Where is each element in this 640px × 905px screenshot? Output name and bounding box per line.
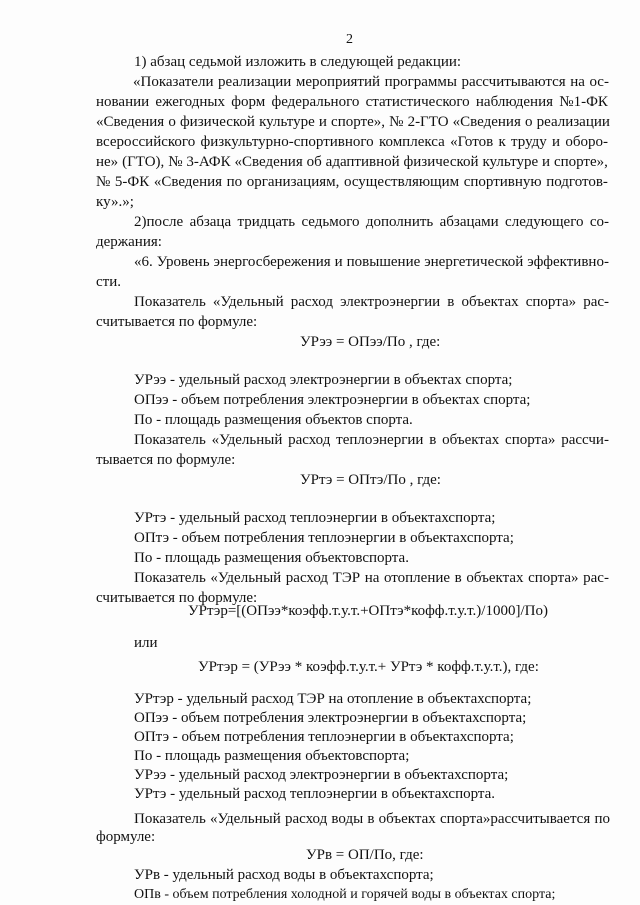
- word: спорта»: [525, 294, 577, 310]
- word: «Сведения: [452, 114, 521, 130]
- formula: УРээ = ОПээ/По , где:: [300, 334, 441, 350]
- word: в: [454, 570, 462, 586]
- word: спорта»: [528, 570, 579, 586]
- word: мероприятий: [295, 74, 381, 90]
- word: №1-ФК: [559, 94, 608, 110]
- word: «6.: [134, 254, 153, 270]
- definition-line: ОПв - объем потребления холодной и горячей воды в объектах спорта;: [134, 887, 556, 902]
- word: по: [594, 811, 610, 827]
- word: на: [570, 74, 585, 90]
- word: рассчи-: [561, 432, 609, 448]
- word: адаптивной: [325, 154, 400, 170]
- definition-line: УРтэ - удельный расход теплоэнергии в объектахспорта.: [134, 786, 496, 802]
- word: абзацами: [439, 214, 499, 230]
- word: физкультурно-спортивного: [200, 134, 374, 150]
- word: физической: [403, 154, 479, 170]
- word: и: [334, 254, 343, 270]
- word: №: [96, 174, 111, 190]
- paragraph-line: [133, 73, 609, 91]
- word: реализации: [536, 114, 610, 130]
- word: эффективно-: [527, 254, 609, 270]
- word: спортивную: [463, 174, 542, 190]
- word: со-: [589, 214, 609, 230]
- definition-line: ОПтэ - объем потребления теплоэнергии в объектахспорта;: [134, 530, 514, 546]
- paragraph-line: держания:: [96, 234, 162, 250]
- word: расход: [284, 811, 328, 827]
- word: следующего: [505, 214, 584, 230]
- word: и: [552, 134, 561, 150]
- paragraph-line: [96, 173, 608, 191]
- word: в: [447, 294, 455, 310]
- word: абзаца: [189, 214, 232, 230]
- word: 5-ФК: [114, 174, 150, 190]
- word: «Готов: [450, 134, 494, 150]
- word: объектах: [466, 570, 524, 586]
- word: объектах: [461, 294, 519, 310]
- definition-line: УРтэр - удельный расход ТЭР на отопление в объектахспорта;: [134, 691, 532, 707]
- word: рас-: [583, 570, 609, 586]
- word: тридцать: [237, 214, 296, 230]
- word: в: [429, 432, 437, 448]
- paragraph-line: ку».»;: [96, 194, 134, 210]
- word: «Сведения: [153, 174, 223, 190]
- word: 2-ГТО: [407, 114, 449, 130]
- word: расход: [290, 294, 333, 310]
- word: физической: [179, 114, 255, 130]
- definition-line: ОПээ - объем потребления электроэнергии в объектахспорта;: [134, 710, 527, 726]
- word: Показатель: [134, 294, 206, 310]
- word: Показатель: [134, 570, 206, 586]
- word: дополнить: [365, 214, 434, 230]
- word: «Показатели: [133, 74, 214, 90]
- paragraph-line: сти.: [96, 274, 121, 290]
- word: о: [168, 114, 176, 130]
- word: культуре: [259, 114, 315, 130]
- word: не»: [96, 154, 119, 170]
- word: всероссийского: [96, 134, 196, 150]
- word: ос-: [589, 74, 609, 90]
- definition-line: По - площадь размещения объектов спорта.: [134, 412, 413, 428]
- word: «Удельный: [212, 294, 284, 310]
- word: в: [367, 811, 375, 827]
- formula: УРтэ = ОПтэ/По , где:: [300, 472, 441, 488]
- word: Уровень: [156, 254, 210, 270]
- word: Показатель: [134, 432, 206, 448]
- paragraph-line: [134, 253, 609, 271]
- paragraph-line: [96, 93, 608, 111]
- word: воды: [331, 811, 364, 827]
- word: спорте»,: [331, 114, 385, 130]
- word: об: [306, 154, 322, 170]
- word: осуществляющим: [343, 174, 460, 190]
- word: Показатель: [134, 811, 206, 827]
- word: энергосбережения: [213, 254, 331, 270]
- paragraph-line: [134, 810, 610, 828]
- paragraph-line: [134, 213, 609, 231]
- paragraph-line: тывается по формуле:: [96, 452, 236, 468]
- word: организациям,: [246, 174, 340, 190]
- word: подготов-: [546, 174, 608, 190]
- paragraph-line: [96, 153, 608, 171]
- word: реализации: [218, 74, 292, 90]
- paragraph-line: формуле:: [96, 829, 156, 845]
- word: о: [524, 114, 533, 130]
- paragraph-line: [134, 293, 609, 311]
- paragraph-line: считывается по формуле:: [96, 314, 258, 330]
- word: по: [226, 174, 243, 190]
- definition-line: ОПээ - объем потребления электроэнергии в объектах спорта;: [134, 392, 531, 408]
- paragraph-line: [134, 569, 609, 587]
- formula: УРтэр = (УРээ * коэфф.т.у.т.+ УРтэ * кофф.т.у.т.), где:: [198, 659, 539, 675]
- word: новании: [96, 94, 150, 110]
- word: спорта»рассчитывается: [439, 811, 591, 827]
- word: оборо-: [565, 134, 608, 150]
- word: и: [542, 154, 551, 170]
- paragraph-line: [134, 431, 609, 449]
- paragraph-line: [96, 113, 610, 131]
- definition-line: По - площадь размещения объектовспорта;: [134, 748, 410, 764]
- definition-line: ОПтэ - объем потребления теплоэнергии в объектахспорта;: [134, 729, 514, 745]
- formula: УРв = ОП/По, где:: [306, 847, 424, 863]
- word: теплоэнергии: [336, 432, 424, 448]
- word: «Сведения: [234, 154, 303, 170]
- word: спорте»,: [553, 154, 608, 170]
- word: программы: [384, 74, 457, 90]
- definition-line: По - площадь размещения объектовспорта.: [134, 550, 409, 566]
- word: федерального: [271, 94, 360, 110]
- word: объектах: [378, 811, 436, 827]
- definition-line: УРтэ - удельный расход теплоэнергии в объектахспорта;: [134, 510, 496, 526]
- word: труду: [511, 134, 547, 150]
- word: культуре: [482, 154, 539, 170]
- word: к: [498, 134, 506, 150]
- definition-line: УРээ - удельный расход электроэнергии в объектахспорта;: [134, 767, 509, 783]
- formula: УРтэр=[(ОПээ*коэфф.т.у.т.+ОПтэ*кофф.т.у.т.)/1000]/По): [188, 603, 548, 619]
- paragraph-line: [96, 133, 608, 151]
- word: расход: [288, 432, 331, 448]
- word: 3-АФК: [186, 154, 231, 170]
- word: комплекса: [378, 134, 445, 150]
- word: 2)после: [134, 214, 184, 230]
- page-number: 2: [346, 32, 353, 47]
- formula-connector: или: [134, 635, 158, 651]
- word: повышение: [346, 254, 421, 270]
- word: электроэнергии: [340, 294, 441, 310]
- word: «Сведения: [96, 114, 165, 130]
- paragraph-line: 1) абзац седьмой изложить в следующей редакции:: [134, 54, 462, 70]
- paragraph-line: считывается по формуле:: [96, 590, 258, 606]
- word: наблюдения: [475, 94, 554, 110]
- word: объектах: [442, 432, 500, 448]
- word: отопление: [383, 570, 451, 586]
- word: «Удельный: [210, 570, 282, 586]
- word: №: [389, 114, 404, 130]
- word: седьмого: [301, 214, 360, 230]
- word: №: [168, 154, 183, 170]
- word: рассчитываются: [461, 74, 566, 90]
- word: ТЭР: [332, 570, 361, 586]
- word: энергетической: [424, 254, 524, 270]
- word: на: [364, 570, 380, 586]
- definition-line: УРв - удельный расход воды в объектахспорта;: [134, 867, 434, 883]
- word: рас-: [583, 294, 609, 310]
- word: ежегодных: [155, 94, 225, 110]
- word: статистического: [365, 94, 470, 110]
- word: спорта»: [505, 432, 556, 448]
- word: форм: [231, 94, 266, 110]
- word: (ГТО),: [122, 154, 165, 170]
- word: «Удельный: [209, 811, 281, 827]
- word: «Удельный: [211, 432, 283, 448]
- word: расход: [285, 570, 329, 586]
- word: и: [318, 114, 327, 130]
- definition-line: УРээ - удельный расход электроэнергии в объектах спорта;: [134, 372, 513, 388]
